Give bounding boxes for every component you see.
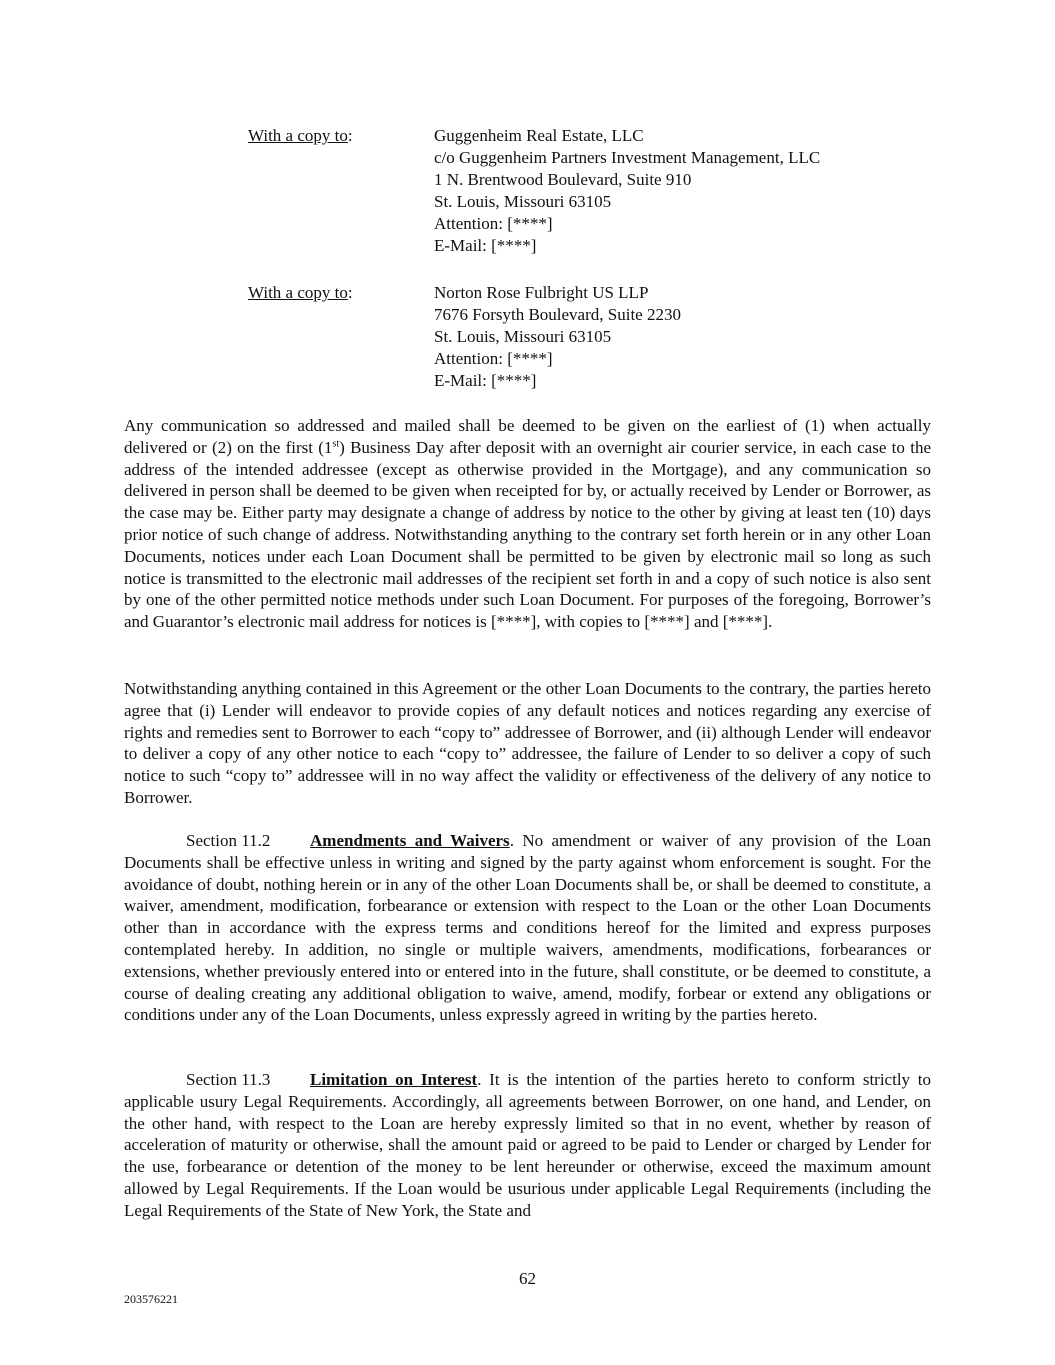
section-body: . No amendment or waiver of any provision of the Loan Documents shall be effective unless in writing and signed by the party against whom enforcement is sought. For the avoidance of doubt, nothing herein or in any of the other Loan Documents shall be, or shall be deemed to constitute, a waiver, amendment, modification, forbearance or extension with respect to the Loan or the other Loan Documents other than in accordance with the express terms and conditions hereof for the limited and express purposes contemplated hereby. In addition, no single or multiple waivers, amendments, modifications, forbearances or extensions, whether previously entered into or entered into in the future, shall constitute, or be deemed to constitute, a course of dealing creating any additional obligation to waive, amend, modify, forbear or extend any obligations or conditions under any of the Loan Documents, unless expressly agreed in writing by the parties hereto. bbox=[124, 831, 931, 1025]
address-lines bbox=[434, 125, 820, 257]
copy-label-text: With a copy to bbox=[248, 283, 348, 302]
copy-to-paragraph: Notwithstanding anything contained in this Agreement or the other Loan Documents to the contrary, the parties hereto agree that (i) Lender will endeavor to provide copies of any default notices and notices regarding any exercise of rights and remedies sent to Borrower to each “copy to” addressee of Borrower, and (ii) although Lender will endeavor to deliver a copy of any other notice to each “copy to” addressee, the failure of Lender to so deliver a copy of such notice to such “copy to” addressee will in no way affect the validity or effectiveness of the delivery of any notice to Borrower. bbox=[124, 679, 931, 807]
copy-label-colon: : bbox=[347, 126, 353, 145]
address-line: 7676 Forsyth Boulevard, Suite 2230 bbox=[434, 305, 681, 324]
address-line: Attention: [****] bbox=[434, 349, 553, 368]
section-body: . It is the intention of the parties hereto to conform strictly to applicable usury Legal Requirements. Accordingly, all agreements between Borrower, on one hand, and Lender, on the other hand, with respect to the Loan are hereby expressly limited so that in no event, whether by reason of acceleration of maturity or otherwise, shall the amount paid or agreed to be paid to Lender or charged by Lender for the use, forbearance or detention of the money to be lent hereunder or otherwise, exceed the maximum amount allowed by Legal Requirements. If the Loan would be usurious under applicable Legal Requirements (including the Legal Requirements of the State of New York, the State and bbox=[124, 1070, 931, 1220]
copy-label bbox=[248, 125, 353, 147]
copy-label-text: With a copy to bbox=[248, 126, 348, 145]
page-number: 62 bbox=[519, 1269, 536, 1288]
paragraph-text: Any communication so addressed and mailed shall be deemed to be given on the earliest of (1) when actually delivered or (2) on the first (1 bbox=[124, 416, 931, 457]
section-11-3 bbox=[124, 1069, 931, 1222]
address-line: E-Mail: [****] bbox=[434, 236, 537, 255]
address-line: E-Mail: [****] bbox=[434, 371, 537, 390]
paragraph-text: ) Business Day after deposit with an overnight air courier service, in each case to the address of the intended addressee (except as otherwise provided in the Mortgage), and any communication so delivered in person shall be deemed to be given when receipted for by, or actually received by Lender or Borrower, as the case may be. Either party may designate a change of address by notice to the other by giving at least ten (10) days prior notice of such change of address. Notwithstanding anything to the contrary set forth herein or in any other Loan Documents, notices under each Loan Document shall be permitted to be given by electronic mail so long as such notice is transmitted to the electronic mail addresses of the recipient set forth in and a copy of such notice is also sent by one of the other permitted notice methods under such Loan Document. For purposes of the foregoing, Borrower’s and Guarantor’s electronic mail address for notices is [****], with copies to [****] and [****]. bbox=[124, 437, 931, 632]
ordinal-superscript: st bbox=[332, 438, 340, 450]
address-line: St. Louis, Missouri 63105 bbox=[434, 192, 612, 211]
address-line: 1 N. Brentwood Boulevard, Suite 910 bbox=[434, 170, 692, 189]
address-lines bbox=[434, 282, 681, 392]
address-line: Guggenheim Real Estate, LLC bbox=[434, 126, 644, 145]
section-heading: Limitation on Interest bbox=[310, 1070, 478, 1089]
notice-paragraph bbox=[124, 415, 931, 633]
address-line: c/o Guggenheim Partners Investment Management, LLC bbox=[434, 148, 821, 167]
section-heading: Amendments and Waivers bbox=[310, 831, 510, 850]
document-id: 203576221 bbox=[124, 1292, 178, 1306]
address-line: Norton Rose Fulbright US LLP bbox=[434, 283, 649, 302]
section-11-2 bbox=[124, 830, 931, 1026]
address-line: Attention: [****] bbox=[434, 214, 553, 233]
address-line: St. Louis, Missouri 63105 bbox=[434, 327, 612, 346]
copy-label-colon: : bbox=[347, 283, 353, 302]
section-number: Section 11.2 bbox=[186, 831, 271, 850]
copy-label bbox=[248, 282, 353, 304]
section-number: Section 11.3 bbox=[186, 1070, 271, 1089]
